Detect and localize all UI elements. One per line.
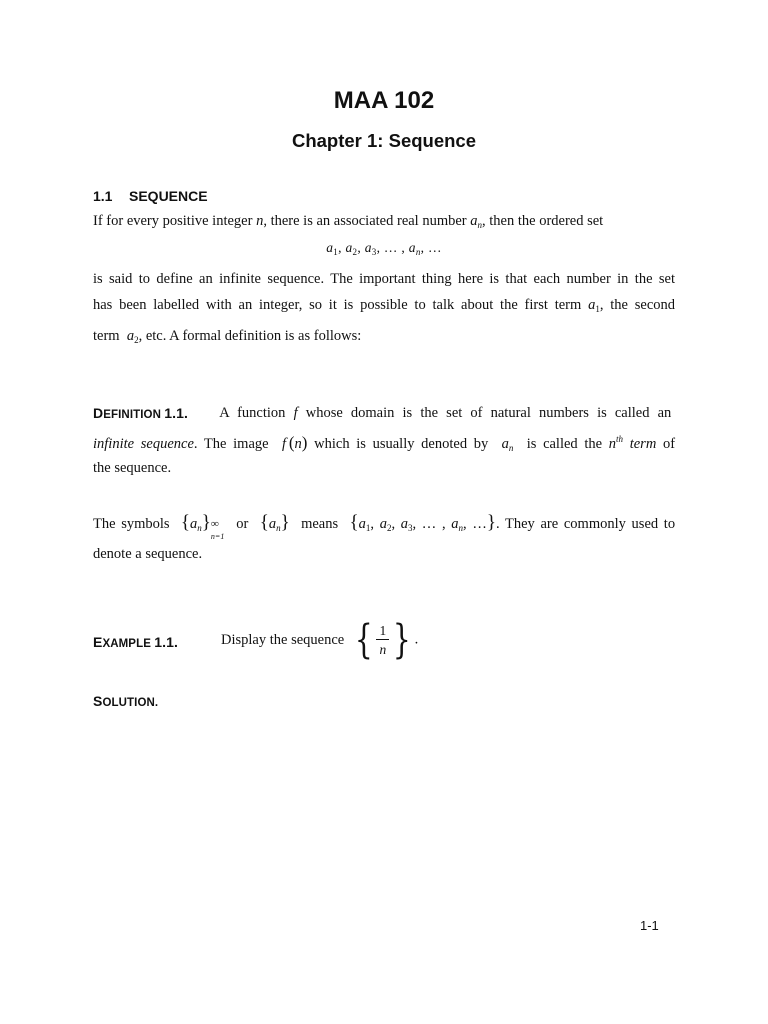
symbols-line-1: The symbols $\{a_n\}$ ∞ n=1 or $\{a_n\}$ means {$a_1$, $a_2$, $a_3$, … , $a_n$, …}. They are commonly used to <box>93 512 676 541</box>
definition-label: DEFINITION 1.1. <box>93 405 189 421</box>
intro-line-1: If for every positive integer n, there is an associated real number $a_n$, then the ordered set <box>93 213 604 230</box>
intro-line-2: is said to define an infinite sequence. The important thing here is that each number in the set <box>93 271 675 287</box>
page-number: 1-1 <box>640 918 659 933</box>
symbols-line-2: denote a sequence. <box>93 546 203 562</box>
notation-an-infinity: $\{a_n\}$ ∞ n=1 <box>180 512 225 541</box>
notation-expanded: {$a_1$, $a_2$, $a_3$, … , $a_n$, …} <box>349 512 496 533</box>
one-over-n-sequence: { $\frac{1}{n}$ } . <box>354 617 419 663</box>
document-title: MAA 102 <box>333 87 435 114</box>
definition-line-3: the sequence. <box>93 460 172 476</box>
f-of-n: f (n) <box>281 433 308 452</box>
notation-an: $\{a_n\}$ <box>259 512 290 533</box>
chapter-title: Chapter 1: Sequence <box>291 130 477 151</box>
intro-line-3: has been labelled with an integer, so it is possible to talk about the first term $a_1$, the second <box>93 297 675 314</box>
example-label: EXAMPLE 1.1. <box>93 634 179 650</box>
solution-label: SOLUTION. <box>93 693 159 709</box>
definition-line-2: infinite sequence. The image f (n) which is usually denoted by $a_n$ is called the $n^{th}$ term of <box>93 433 676 453</box>
definition-line-1: DEFINITION 1.1. A function f whose domain is the set of natural numbers is called an <box>93 405 672 421</box>
example-line: EXAMPLE 1.1. Display the sequence { $\frac{1}{n}$ } . <box>93 617 419 663</box>
section-number: 1.1 <box>93 188 113 204</box>
section-title: SEQUENCE <box>129 188 208 204</box>
section-heading <box>93 188 208 204</box>
intro-line-4: term $a_2$, etc. A formal definition is as follows: <box>93 328 362 345</box>
sequence-display: $a_1$, $a_2$, $a_3$, … , $a_n$, … <box>326 240 442 257</box>
